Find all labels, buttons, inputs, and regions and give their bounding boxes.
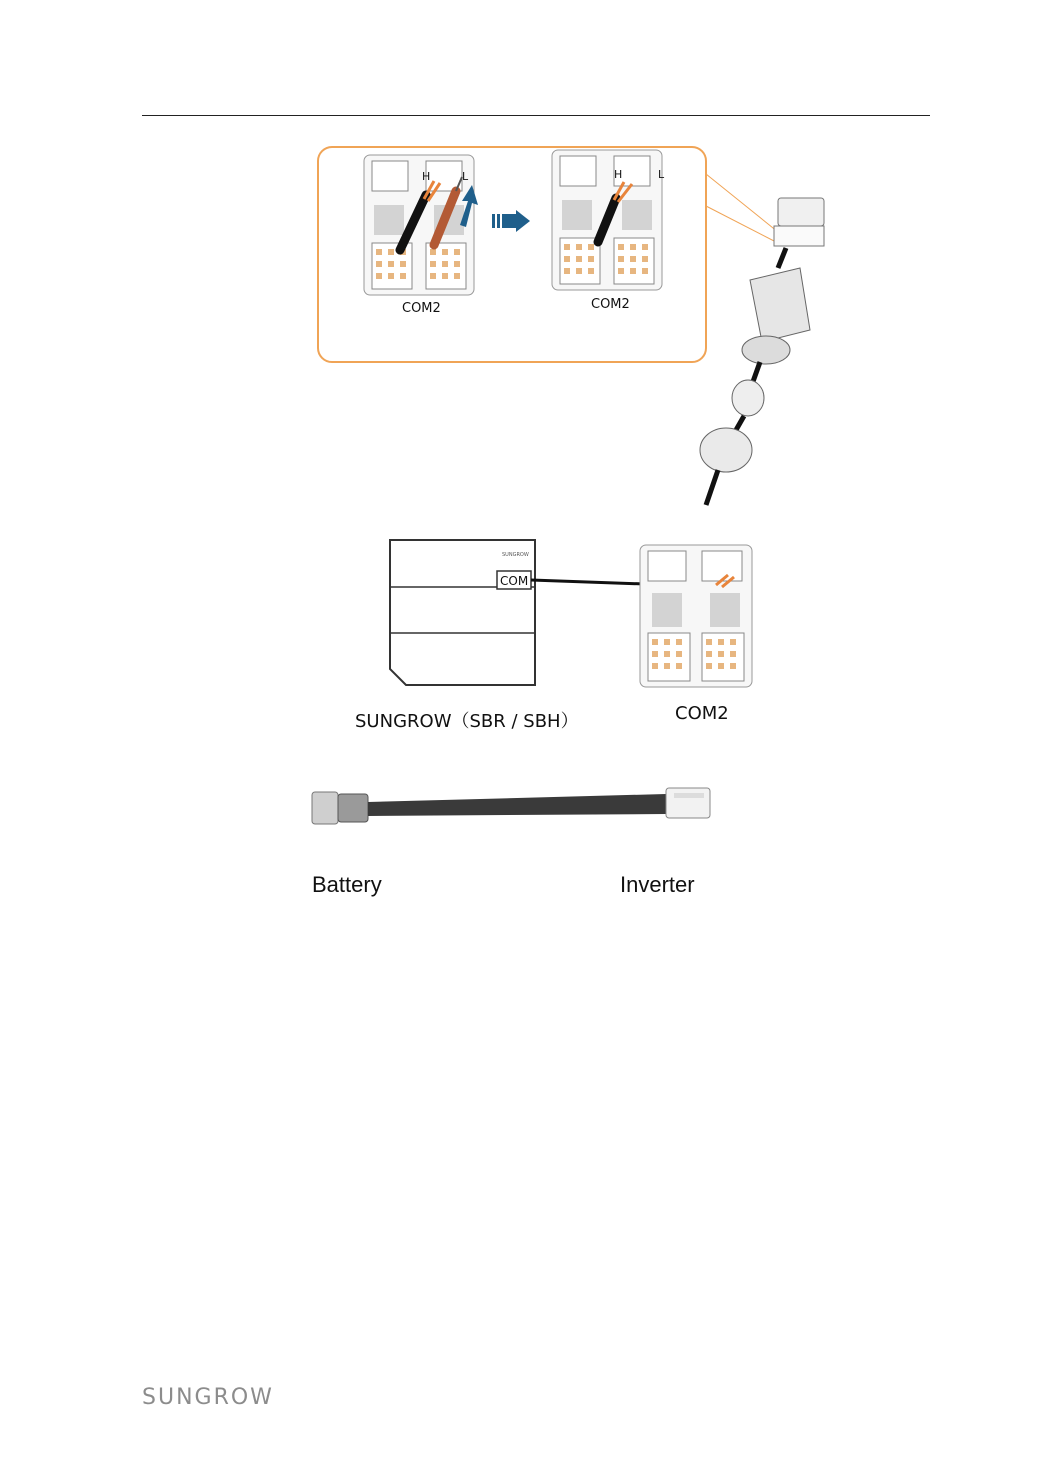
header-rule xyxy=(142,115,930,116)
pin-h-right: H xyxy=(614,168,623,181)
connector-assembly xyxy=(700,198,824,505)
figure-terminal-wiring xyxy=(300,140,860,510)
battery-unit xyxy=(390,540,535,685)
comm-cable-illustration xyxy=(306,780,818,842)
inverter-end-label: Inverter xyxy=(620,872,695,897)
step-arrow xyxy=(492,210,530,232)
callout-line-bottom xyxy=(706,206,776,242)
battery-brand-text: SUNGROW xyxy=(502,552,529,558)
terminal-block-left xyxy=(364,155,478,295)
terminal-block-right xyxy=(552,150,662,290)
footer-logo: SUNGROW xyxy=(142,1385,274,1410)
pin-l-right: L xyxy=(658,168,665,181)
com2-label: COM2 xyxy=(675,703,729,724)
terminal-block-com2 xyxy=(640,545,752,687)
pin-l-left: L xyxy=(462,170,469,183)
terminal-wiring-diagram xyxy=(300,140,860,510)
battery-connection-diagram xyxy=(350,535,770,695)
com2-label-right: COM2 xyxy=(591,297,630,312)
figure-battery-connection xyxy=(350,535,770,735)
pin-h-left: H xyxy=(422,170,431,183)
battery-label: SUNGROW（SBR / SBH） xyxy=(355,711,579,732)
com2-label-left: COM2 xyxy=(402,301,441,316)
callout-line-top xyxy=(706,174,778,232)
battery-end-label: Battery xyxy=(312,872,382,897)
com-port-label: COM xyxy=(500,574,529,588)
figure-comm-cable xyxy=(306,780,818,900)
